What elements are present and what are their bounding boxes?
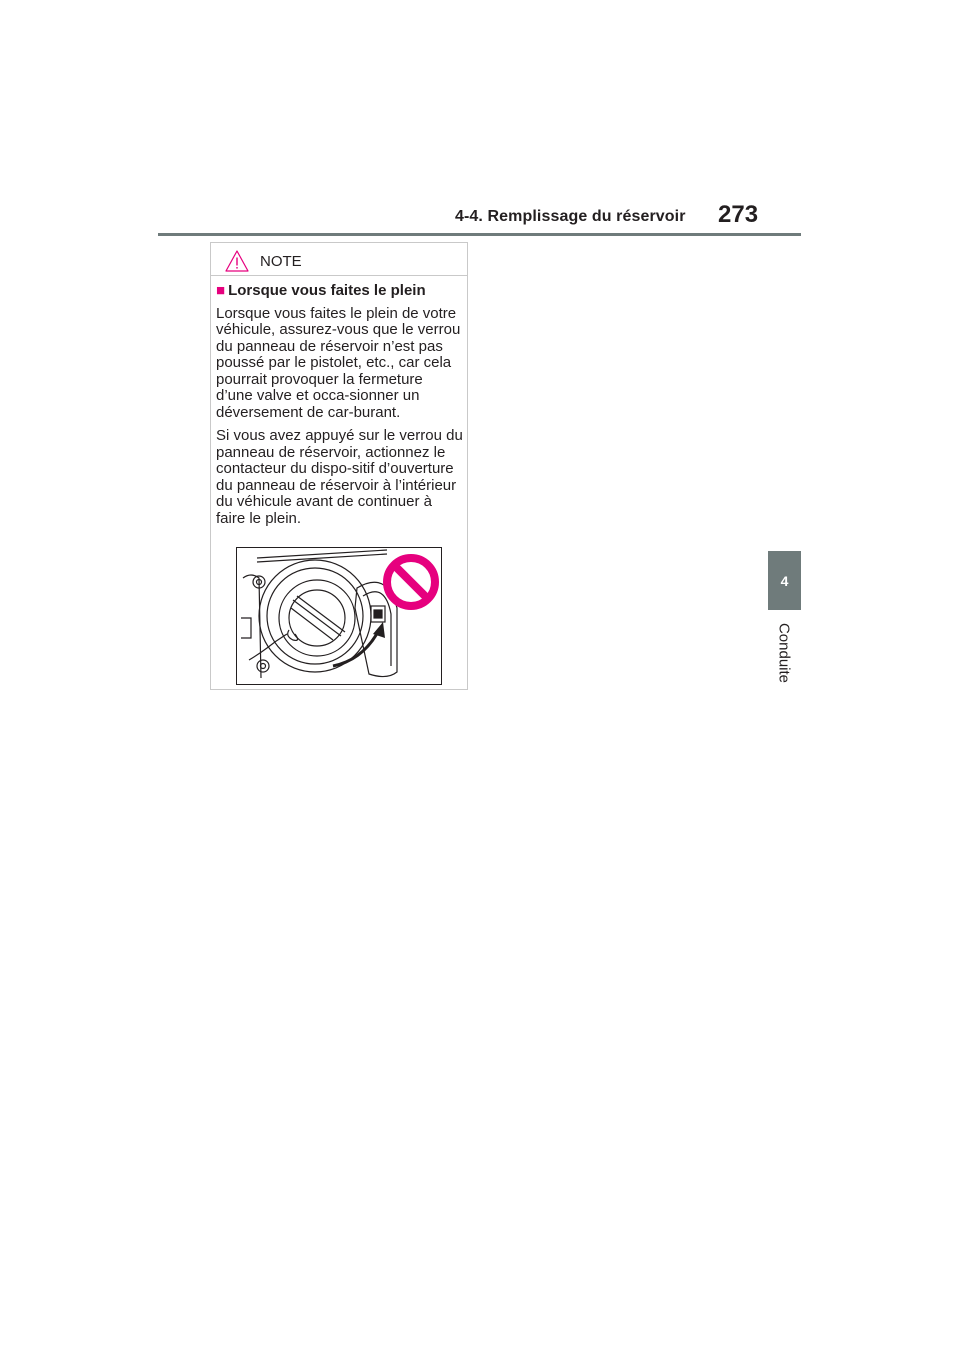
note-paragraph-1: Lorsque vous faites le plein de votre véhicule, assurez-vous que le verrou du panneau de réservoir n’est pas poussé par le pistolet, etc., car cela pourrait provoquer la fermeture d’une valve et occa-sionner un déversement de car-burant. (216, 304, 461, 421)
note-body (211, 276, 467, 527)
fuel-door-figure (236, 547, 442, 685)
warning-triangle-icon (225, 250, 249, 272)
note-header (211, 243, 467, 276)
header-rule (158, 233, 801, 236)
square-bullet-icon: ■ (216, 282, 226, 299)
note-paragraph-2: Si vous avez appuyé sur le verrou du panneau de réservoir, actionnez le contacteur du dispo-sitif d’ouverture du panneau de réservoir à l’intérieur du véhicule avant de continuer à faire le plein. (216, 427, 463, 527)
page-number: 273 (718, 201, 759, 228)
fuel-door-illustration (237, 548, 441, 684)
section-title: 4-4. Remplissage du réservoir (455, 208, 686, 225)
prohibition-icon (387, 558, 435, 606)
note-label: NOTE (260, 253, 302, 270)
chapter-label: Conduite (775, 622, 793, 684)
chapter-tab[interactable] (768, 551, 801, 610)
note-subhead-text: Lorsque vous faites le plein (228, 282, 426, 299)
note-subhead (216, 283, 463, 300)
chapter-number: 4 (780, 572, 789, 589)
